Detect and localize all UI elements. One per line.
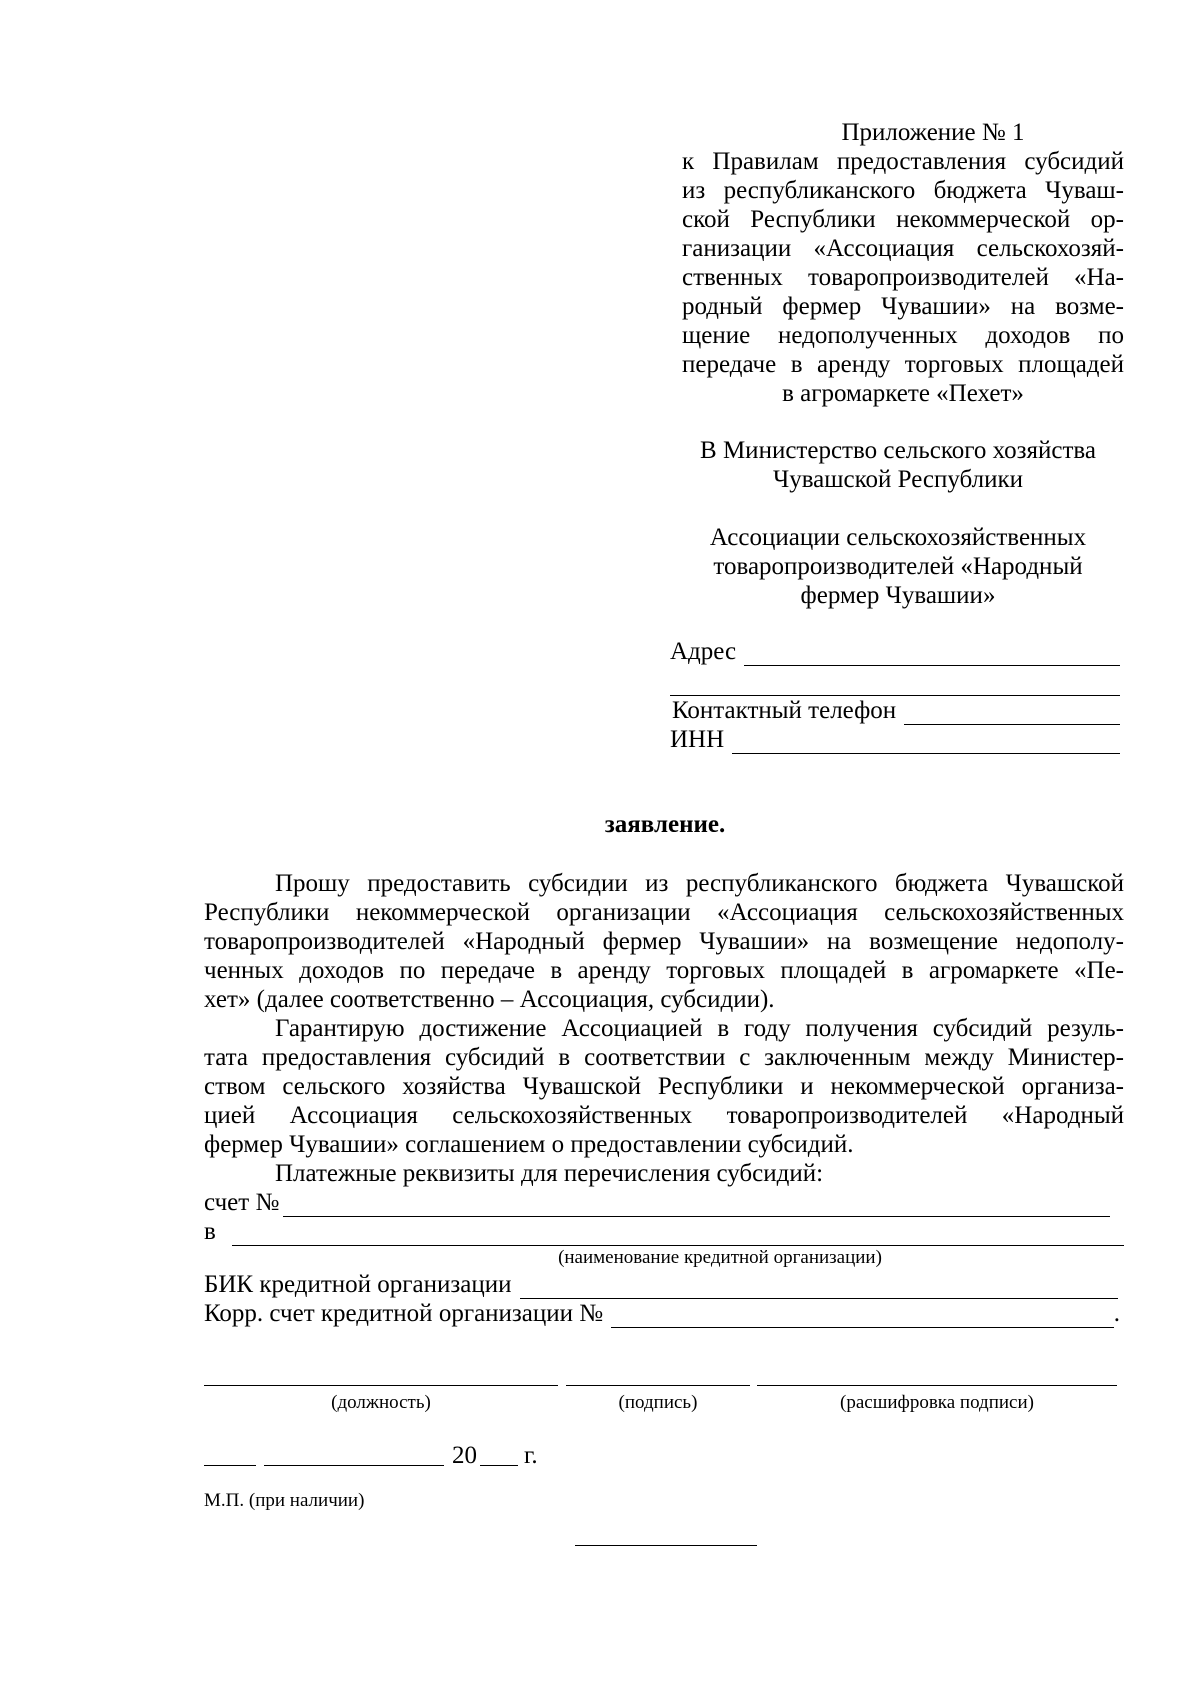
phone-label: Контактный телефон (672, 697, 897, 724)
body-line: товаропроизводителей «Народный фермер Чувашии» на возмещение недополу- (204, 928, 1124, 955)
body-paragraph-2 (204, 1014, 1124, 1159)
corr-input-line[interactable] (611, 1305, 1114, 1328)
body-paragraph-1 (204, 869, 1124, 1014)
inn-field (670, 725, 1120, 754)
appendix-title: Приложение № 1 (841, 119, 1025, 146)
appendix-line: щение недополученных доходов по (682, 322, 1124, 349)
body-line: хет» (далее соответственно – Ассоциация, субсидии). (204, 986, 775, 1013)
stamp-note: М.П. (при наличии) (204, 1490, 365, 1511)
bik-label: БИК кредитной организации (204, 1271, 512, 1298)
body-paragraph-3: Платежные реквизиты для перечисления субсидий: (275, 1160, 824, 1187)
sender-line: Ассоциации сельскохозяйственных (709, 524, 1087, 551)
sender-line: товаропроизводителей «Народный (713, 553, 1083, 580)
recipient-line: В Министерство сельского хозяйства (700, 437, 1096, 464)
appendix-line: ственных товаропроизводителей «На- (682, 264, 1124, 291)
appendix-line: из республиканского бюджета Чуваш- (682, 177, 1124, 204)
bik-field (204, 1270, 1118, 1299)
bottom-rule (575, 1545, 757, 1546)
appendix-line: родный фермер Чувашии» на возме- (682, 293, 1124, 320)
body-line: Республики некоммерческой организации «Ассоциация сельскохозяйственных (204, 899, 1124, 926)
body-line: ченных доходов по передаче в аренду торговых площадей в агромаркете «Пе- (204, 957, 1124, 984)
body-line: цией Ассоциация сельскохозяйственных товаропроизводителей «Народный (204, 1102, 1124, 1129)
inn-label: ИНН (670, 726, 725, 753)
bik-input-line[interactable] (520, 1276, 1119, 1299)
position-caption: (должность) (331, 1392, 431, 1413)
date-year-suffix: г. (524, 1442, 538, 1469)
appendix-line: передаче в аренду торговых площадей (682, 351, 1124, 378)
corr-field (204, 1299, 1120, 1328)
account-label: счет № (204, 1189, 280, 1216)
phone-field (672, 696, 1120, 725)
address-input-line[interactable] (744, 643, 1120, 666)
body-line: Гарантирую достижение Ассоциацией в году получения субсидий резуль- (275, 1015, 1124, 1042)
bank-name-caption: (наименование кредитной организации) (558, 1247, 882, 1268)
signature-caption: (подпись) (618, 1392, 698, 1413)
appendix-block (682, 118, 1124, 408)
appendix-last-line: в агромаркете «Пехет» (782, 380, 1024, 407)
bank-in-label: в (204, 1218, 216, 1245)
body-line: фермер Чувашии» соглашением о предоставлении субсидий. (204, 1131, 854, 1158)
address-field (670, 637, 1120, 666)
decoding-caption: (расшифровка подписи) (840, 1392, 1034, 1413)
body-line: тата предоставления субсидий в соответствии с заключенным между Министер- (204, 1044, 1124, 1071)
sender-block (670, 523, 1126, 610)
date-year-prefix: 20 (452, 1442, 477, 1469)
address-label: Адрес (670, 638, 737, 665)
date-year-line[interactable] (480, 1465, 518, 1466)
date-day-line[interactable] (204, 1465, 256, 1466)
date-month-line[interactable] (264, 1465, 444, 1466)
recipient-line: Чувашской Республики (772, 466, 1024, 493)
phone-input-line[interactable] (904, 702, 1120, 725)
position-line[interactable] (204, 1385, 558, 1386)
bank-field (204, 1217, 1124, 1246)
bank-name-input-line[interactable] (232, 1223, 1124, 1246)
document-heading: заявление. (604, 811, 726, 838)
body-line: ством сельского хозяйства Чувашской Республики и некоммерческой организа- (204, 1073, 1124, 1100)
appendix-line: ской Республики некоммерческой ор- (682, 206, 1124, 233)
corr-label: Корр. счет кредитной организации № (204, 1300, 604, 1327)
inn-input-line[interactable] (732, 731, 1120, 754)
body-line: Прошу предоставить субсидии из республиканского бюджета Чувашской (275, 870, 1124, 897)
corr-end: . (1113, 1300, 1120, 1327)
appendix-line: ганизации «Ассоциация сельскохозяй- (682, 235, 1124, 262)
account-field (204, 1188, 1110, 1217)
decoding-line[interactable] (757, 1385, 1117, 1386)
appendix-line: к Правилам предоставления субсидий (682, 148, 1124, 175)
account-input-line[interactable] (283, 1194, 1110, 1217)
recipient-block (670, 436, 1126, 494)
sender-line: фермер Чувашии» (800, 582, 996, 609)
signature-line[interactable] (566, 1385, 750, 1386)
